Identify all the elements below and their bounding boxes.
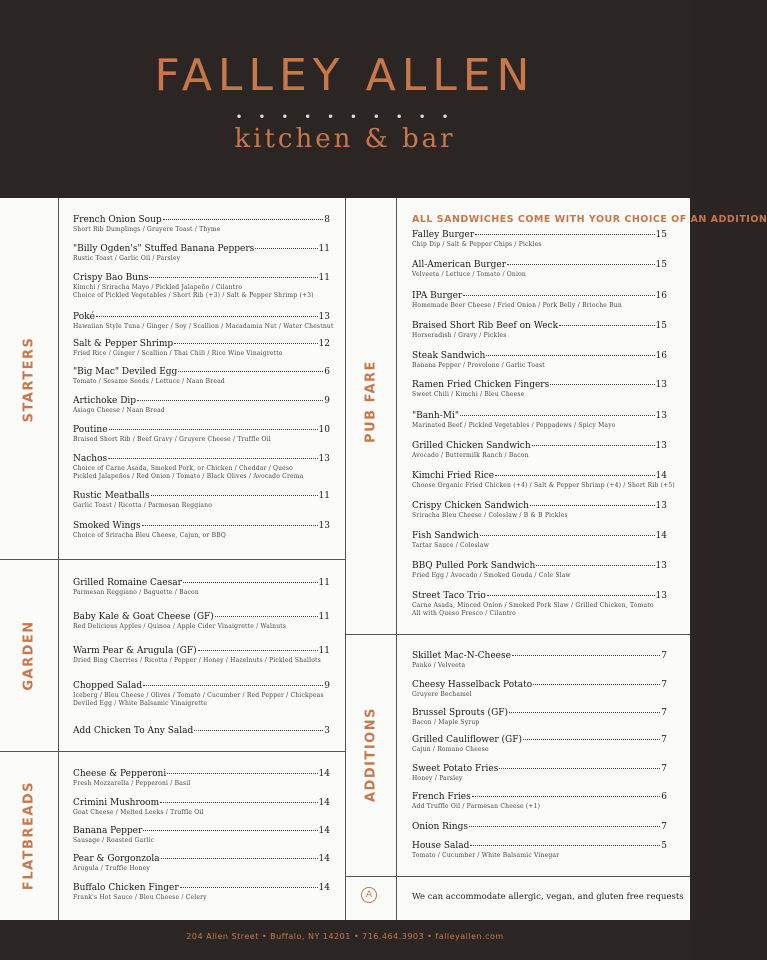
menu-item-row xyxy=(73,854,330,865)
section-label-starters: STARTERS xyxy=(21,336,37,423)
menu-item-price: 9 xyxy=(324,681,330,691)
menu-item xyxy=(412,230,667,249)
menu-item-name: Crispy Chicken Sandwich xyxy=(412,501,529,511)
section-label-flatbreads: FLATBREADS xyxy=(21,780,37,891)
menu-item-price: 16 xyxy=(655,351,667,361)
menu-item-price: 7 xyxy=(661,735,667,745)
menu-item-description: Arugula / Truffle Honey xyxy=(73,865,150,872)
menu-item-description: Tomato / Cucumber / White Balsamic Vinegar xyxy=(412,852,560,859)
menu-item-price: 15 xyxy=(655,260,667,270)
menu-item-price: 13 xyxy=(318,312,330,322)
menu-item xyxy=(73,854,330,873)
menu-item-price: 13 xyxy=(318,454,330,464)
dot-leader xyxy=(109,429,318,430)
sandwich-addition-note: ALL SANDWICHES COME WITH YOUR CHOICE OF AN ADDITION xyxy=(412,214,767,225)
menu-item-price: 14 xyxy=(318,798,330,808)
menu-item-price: 7 xyxy=(661,708,667,718)
menu-item-description: Gruyere Bechamel xyxy=(412,691,472,698)
menu-item-row xyxy=(73,769,330,780)
menu-item-price: 11 xyxy=(318,578,330,588)
menu-item-row xyxy=(412,291,667,302)
menu-item-price: 13 xyxy=(655,591,667,601)
menu-item-description: Frank's Hot Sauce / Bleu Cheese / Celery xyxy=(73,894,207,901)
menu-item-description: Add Truffle Oil / Parmesan Cheese (+1) xyxy=(412,803,541,810)
menu-item-name: "Banh-Mi" xyxy=(412,411,459,421)
menu-item xyxy=(73,273,330,300)
menu-item-price: 7 xyxy=(661,822,667,832)
menu-item-row xyxy=(73,312,330,323)
menu-item-description: All with Queso Fresco / Cilantro xyxy=(412,610,516,617)
menu-item-description: Asiago Cheese / Naan Bread xyxy=(73,407,165,414)
menu-item-description: Kimchi / Sriracha Mayo / Pickled Jalapeño / Cilantro xyxy=(73,284,243,291)
dot-leader xyxy=(174,343,317,344)
menu-item xyxy=(412,680,667,699)
menu-item-description: Avocado / Buttermilk Ranch / Bacon xyxy=(412,452,529,459)
dot-leader xyxy=(167,773,317,774)
dot-leader xyxy=(495,475,654,476)
pubfare-list xyxy=(412,230,675,630)
menu-item xyxy=(412,531,667,550)
menu-item-description: Honey / Parsley xyxy=(412,775,463,782)
menu-item-price: 13 xyxy=(318,521,330,531)
menu-item-description: Short Rib Dumplings / Gruyere Toast / Thyme xyxy=(73,226,221,233)
decorative-dots: • • • • • • • • • • xyxy=(235,110,455,124)
menu-item-price: 14 xyxy=(655,471,667,481)
menu-item xyxy=(412,291,667,310)
menu-item-row xyxy=(73,396,330,407)
brand-title: FALLEY ALLEN xyxy=(154,50,536,101)
menu-item-price: 11 xyxy=(318,612,330,622)
menu-item-row xyxy=(73,798,330,809)
dot-leader xyxy=(180,887,318,888)
dot-leader xyxy=(108,458,317,459)
menu-item-row xyxy=(73,454,330,465)
menu-item-description: Sweet Chili / Kimchi / Bleu Cheese xyxy=(412,391,525,398)
menu-item-name: House Salad xyxy=(412,841,470,851)
allergy-logo-icon: A xyxy=(361,887,377,903)
menu-item-name: Buffalo Chicken Finger xyxy=(73,883,179,893)
pubfare-additions-divider xyxy=(345,634,690,635)
menu-item xyxy=(412,792,667,811)
menu-item-row xyxy=(412,471,667,482)
dot-leader xyxy=(533,684,660,685)
menu-item-description: Fresh Mozzarella / Pepperoni / Basil xyxy=(73,780,191,787)
menu-item xyxy=(73,826,330,845)
menu-item-name: Artichoke Dip xyxy=(73,396,137,406)
dot-leader xyxy=(512,655,660,656)
menu-item xyxy=(73,646,330,665)
dot-leader xyxy=(469,826,660,827)
menu-item-name: Crispy Bao Buns xyxy=(73,273,149,283)
menu-item-price: 15 xyxy=(655,230,667,240)
menu-item-description: Carne Asada, Minced Onion / Smoked Pork Slaw / Grilled Chicken, Tomato xyxy=(412,602,654,609)
menu-item-description: Bacon / Maple Syrup xyxy=(412,719,480,726)
menu-item-description: Goat Cheese / Melted Leeks / Truffle Oil xyxy=(73,809,204,816)
menu-item-name: Cheese & Pepperoni xyxy=(73,769,167,779)
starters-garden-divider xyxy=(0,559,345,560)
menu-item-price: 13 xyxy=(655,441,667,451)
menu-item-row xyxy=(412,411,667,422)
dot-leader xyxy=(472,796,661,797)
menu-item-name: Brussel Sprouts (GF) xyxy=(412,708,509,718)
menu-item xyxy=(412,764,667,783)
menu-item-price: 7 xyxy=(661,680,667,690)
footer xyxy=(0,920,690,960)
menu-item-description: Chip Dip / Salt & Pepper Chips / Pickles xyxy=(412,241,542,248)
dot-leader xyxy=(160,802,317,803)
menu-item-name: All-American Burger xyxy=(412,260,507,270)
dot-leader xyxy=(137,400,323,401)
additions-allergy-divider xyxy=(345,876,690,877)
menu-item-row xyxy=(73,578,330,589)
menu-item-row xyxy=(412,501,667,512)
menu-item-row xyxy=(412,735,667,746)
menu-item-name: Pear & Gorgonzola xyxy=(73,854,160,864)
dot-leader xyxy=(151,495,318,496)
menu-item-name: Poutine xyxy=(73,425,108,435)
menu-item xyxy=(412,411,667,430)
menu-item-row xyxy=(412,680,667,691)
menu-item-price: 10 xyxy=(318,425,330,435)
brand-tagline: kitchen & bar xyxy=(234,124,456,154)
menu-item-row xyxy=(73,244,330,255)
menu-item xyxy=(412,651,667,670)
menu-item-description: Sausage / Roasted Garlic xyxy=(73,837,155,844)
menu-item-name: Rustic Meatballs xyxy=(73,491,150,501)
dot-leader xyxy=(178,371,323,372)
menu-item-name: Fish Sandwich xyxy=(412,531,479,541)
menu-item-name: Ramen Fried Chicken Fingers xyxy=(412,380,550,390)
dot-leader xyxy=(149,277,317,278)
menu-item xyxy=(73,883,330,902)
menu-item-price: 6 xyxy=(661,792,667,802)
menu-item xyxy=(412,822,667,833)
menu-item-description: Dried Bing Cherries / Ricotta / Pepper / Honey / Hazelnuts / Pickled Shallots xyxy=(73,657,321,664)
dot-leader xyxy=(530,505,655,506)
menu-item-description: Hawaiian Style Tuna / Ginger / Soy / Scallion / Macadamia Nut / Water Chestnut xyxy=(73,323,334,330)
menu-item-price: 13 xyxy=(655,561,667,571)
menu-item-price: 13 xyxy=(655,411,667,421)
footer-contact: 204 Allen Street • Buffalo, NY 14201 • 716.464.3903 • falleyallen.com xyxy=(186,932,504,941)
menu-item-row xyxy=(73,681,330,692)
menu-item-row xyxy=(412,591,667,602)
menu-item-price: 14 xyxy=(318,769,330,779)
menu-item-name: Grilled Cauliflower (GF) xyxy=(412,735,522,745)
menu-item-description: Horseradish / Gravy / Pickles xyxy=(412,332,507,339)
menu-item-description: Panko / Velveeta xyxy=(412,662,466,669)
menu-item-row xyxy=(73,273,330,284)
menu-item xyxy=(73,425,330,444)
dot-leader xyxy=(486,355,654,356)
menu-item-description: Fried Egg / Avocado / Smoked Gouda / Cole Slaw xyxy=(412,572,571,579)
menu-item xyxy=(73,312,334,331)
menu-item-price: 8 xyxy=(324,215,330,225)
menu-item-price: 14 xyxy=(318,826,330,836)
menu-item-description: Pickled Jalapeños / Red Onion / Tomato / Black Olives / Avocado Crema xyxy=(73,473,304,480)
dot-leader xyxy=(143,685,323,686)
menu-item xyxy=(73,454,330,481)
dot-leader xyxy=(96,316,318,317)
dot-leader xyxy=(463,295,654,296)
menu-item-name: "Big Mac" Deviled Egg xyxy=(73,367,178,377)
menu-item xyxy=(73,769,330,788)
menu-item-row xyxy=(73,367,330,378)
dot-leader xyxy=(183,582,318,583)
menu-item-name: Add Chicken To Any Salad xyxy=(73,726,194,736)
menu-item-description: Velveeta / Lettuce / Tomato / Onion xyxy=(412,271,526,278)
menu-item-description: Red Delicious Apples / Quinoa / Apple Cider Vinaigrette / Walnuts xyxy=(73,623,287,630)
menu-item-name: IPA Burger xyxy=(412,291,463,301)
header xyxy=(0,0,690,198)
menu-item-description: Choice of Pickled Vegetables / Short Rib (+3) / Salt & Pepper Shrimp (+3) xyxy=(73,292,314,299)
menu-item xyxy=(412,708,667,727)
menu-item xyxy=(412,441,667,460)
menu-item-row xyxy=(73,646,330,657)
dot-leader xyxy=(470,845,660,846)
section-label-additions: ADDITIONS xyxy=(363,707,379,802)
menu-item-row xyxy=(412,822,667,833)
menu-item-price: 13 xyxy=(655,380,667,390)
menu-item-row xyxy=(73,612,330,623)
menu-item-description: Choice of Carne Asada, Smoked Pork, or Chicken / Cheddar / Queso xyxy=(73,465,293,472)
menu-item xyxy=(73,681,330,708)
menu-item-row xyxy=(73,826,330,837)
menu-item-description: Iceberg / Bleu Cheese / Olives / Tomato / Cucumber / Red Pepper / Chickpeas xyxy=(73,692,324,699)
menu-item-description: Garlic Toast / Ricotta / Parmesan Reggiano xyxy=(73,502,213,509)
menu-item xyxy=(412,471,675,490)
menu-item-name: Grilled Chicken Sandwich xyxy=(412,441,531,451)
garden-flatbreads-divider xyxy=(0,751,345,752)
menu-item-price: 15 xyxy=(655,321,667,331)
right-label-divider xyxy=(396,198,397,920)
menu-item-price: 11 xyxy=(318,244,330,254)
section-label-pubfare: PUB FARE xyxy=(363,360,379,443)
dot-leader xyxy=(161,858,318,859)
menu-item xyxy=(73,244,330,263)
dot-leader xyxy=(509,712,660,713)
dot-leader xyxy=(215,616,318,617)
dot-leader xyxy=(142,525,318,526)
menu-item-row xyxy=(412,321,667,332)
menu-item-price: 12 xyxy=(318,339,330,349)
menu-item xyxy=(73,491,330,510)
menu-item-name: Falley Burger xyxy=(412,230,475,240)
menu-item-name: Warm Pear & Arugula (GF) xyxy=(73,646,197,656)
menu-item-name: Poké xyxy=(73,312,95,322)
menu-item-price: 11 xyxy=(318,491,330,501)
menu-item-description: Choice of Sriracha Bleu Cheese, Cajun, or BBQ xyxy=(73,532,226,539)
menu-item xyxy=(73,726,330,737)
section-label-garden: GARDEN xyxy=(21,620,37,691)
menu-item xyxy=(412,841,667,860)
dot-leader xyxy=(480,535,655,536)
dot-leader xyxy=(550,384,654,385)
menu-item-description: Sriracha Bleu Cheese / Coleslaw / B & B Pickles xyxy=(412,512,568,519)
menu-item xyxy=(412,351,667,370)
menu-item-description: Marinated Beef / Pickled Vegetables / Peppadews / Spicy Mayo xyxy=(412,422,616,429)
menu-item-name: Cheesy Hasselback Potato xyxy=(412,680,533,690)
menu-item-price: 14 xyxy=(318,883,330,893)
dot-leader xyxy=(475,234,654,235)
menu-item-name: BBQ Pulled Pork Sandwich xyxy=(412,561,536,571)
menu-item xyxy=(73,578,330,597)
menu-item xyxy=(73,215,330,234)
dot-leader xyxy=(559,325,655,326)
menu-item-name: Baby Kale & Goat Cheese (GF) xyxy=(73,612,214,622)
dot-leader xyxy=(255,248,317,249)
dot-leader xyxy=(523,739,660,740)
dot-leader xyxy=(163,219,324,220)
menu-item-name: Braised Short Rib Beef on Weck xyxy=(412,321,559,331)
menu-item xyxy=(73,612,330,631)
menu-item-price: 5 xyxy=(661,841,667,851)
menu-item-description: Fried Rice / Ginger / Scallion / Thai Chili / Rice Wine Vinaigrette xyxy=(73,350,283,357)
menu-item-name: French Fries xyxy=(412,792,471,802)
menu-item xyxy=(412,501,667,520)
dot-leader xyxy=(507,264,655,265)
menu-item-price: 6 xyxy=(324,367,330,377)
menu-item xyxy=(73,396,330,415)
menu-item-name: Crimini Mushroom xyxy=(73,798,160,808)
menu-item-row xyxy=(412,708,667,719)
menu-item xyxy=(73,339,330,358)
menu-item xyxy=(412,561,667,580)
menu-item-description: Parmesan Reggiano / Baguette / Bacon xyxy=(73,589,199,596)
menu-item xyxy=(73,367,330,386)
dot-leader xyxy=(460,415,655,416)
menu-item xyxy=(412,735,667,754)
dot-leader xyxy=(532,445,655,446)
menu-item-description: Braised Short Rib / Beef Gravy / Gruyere Cheese / Truffle Oil xyxy=(73,436,271,443)
menu-item-row xyxy=(412,651,667,662)
menu-item-row xyxy=(412,351,667,362)
menu-item-name: Street Taco Trio xyxy=(412,591,486,601)
menu-item-name: Grilled Romaine Caesar xyxy=(73,578,182,588)
menu-item-name: Onion Rings xyxy=(412,822,468,832)
menu-item-description: Homemade Beer Cheese / Fried Onion / Pork Belly / Brioche Bun xyxy=(412,302,622,309)
menu-item xyxy=(412,321,667,340)
menu-item-description: Tartar Sauce / Coleslaw xyxy=(412,542,490,549)
menu-item-price: 11 xyxy=(318,646,330,656)
menu-item-row xyxy=(412,260,667,271)
menu-item-row xyxy=(73,491,330,502)
dot-leader xyxy=(487,595,655,596)
flatbreads-list xyxy=(73,769,330,909)
menu-item xyxy=(412,260,667,279)
menu-item-price: 7 xyxy=(661,651,667,661)
menu-item-row xyxy=(73,425,330,436)
menu-item-price: 14 xyxy=(318,854,330,864)
menu-item-description: Banana Pepper / Provolone / Garlic Toast xyxy=(412,362,545,369)
dot-leader xyxy=(198,650,318,651)
menu-item-row xyxy=(412,764,667,775)
menu-item-description: Cajun / Romano Cheese xyxy=(412,746,489,753)
menu-item-row xyxy=(412,230,667,241)
menu-item-price: 7 xyxy=(661,764,667,774)
menu-item-row xyxy=(412,531,667,542)
menu-item-row xyxy=(412,841,667,852)
menu-item-name: Sweet Potato Fries xyxy=(412,764,499,774)
dot-leader xyxy=(143,830,317,831)
menu-item-description: Choose Organic Fried Chicken (+4) / Salt & Pepper Shrimp (+4) / Short Rib (+5) xyxy=(412,482,675,489)
dot-leader xyxy=(499,768,660,769)
menu-item-row xyxy=(73,215,330,226)
menu-item-name: French Onion Soup xyxy=(73,215,162,225)
menu-item xyxy=(412,591,667,618)
menu-item-name: Chopped Salad xyxy=(73,681,143,691)
menu-item-description: Deviled Egg / White Balsamic Vinaigrette xyxy=(73,700,208,707)
menu-item-row xyxy=(412,561,667,572)
menu-item-name: Skillet Mac-N-Cheese xyxy=(412,651,511,661)
menu-item-description: Tomato / Sesame Seeds / Lettuce / Naan Bread xyxy=(73,378,225,385)
menu-item-row xyxy=(73,339,330,350)
menu-item-row xyxy=(412,792,667,803)
menu-item-price: 16 xyxy=(655,291,667,301)
menu-item-row xyxy=(73,521,330,532)
menu-item-name: Banana Pepper xyxy=(73,826,143,836)
menu-item-row xyxy=(73,726,330,737)
menu-item xyxy=(73,521,330,540)
allergy-note: We can accommodate allergic, vegan, and gluten free requests xyxy=(412,892,684,902)
menu-item-name: "Billy Ogden's" Stuffed Banana Peppers xyxy=(73,244,255,254)
menu-item-row xyxy=(412,380,667,391)
center-divider xyxy=(345,198,346,920)
menu-item-name: Salt & Pepper Shrimp xyxy=(73,339,174,349)
menu-item xyxy=(412,380,667,399)
menu-item-description: Rustic Toast / Garlic Oil / Parsley xyxy=(73,255,181,262)
starters-list xyxy=(73,215,334,555)
menu-item-name: Steak Sandwich xyxy=(412,351,486,361)
menu-item-price: 11 xyxy=(318,273,330,283)
menu-item-row xyxy=(412,441,667,452)
menu-item-name: Nachos xyxy=(73,454,108,464)
menu-item-price: 14 xyxy=(655,531,667,541)
menu-item-name: Smoked Wings xyxy=(73,521,141,531)
dot-leader xyxy=(536,565,654,566)
menu-item-row xyxy=(73,883,330,894)
menu-item xyxy=(73,798,330,817)
garden-list xyxy=(73,578,330,748)
menu-item-price: 3 xyxy=(324,726,330,736)
menu-item-price: 9 xyxy=(324,396,330,406)
menu-item-price: 13 xyxy=(655,501,667,511)
menu-item-name: Kimchi Fried Rice xyxy=(412,471,495,481)
dot-leader xyxy=(194,730,323,731)
additions-list xyxy=(412,651,667,871)
